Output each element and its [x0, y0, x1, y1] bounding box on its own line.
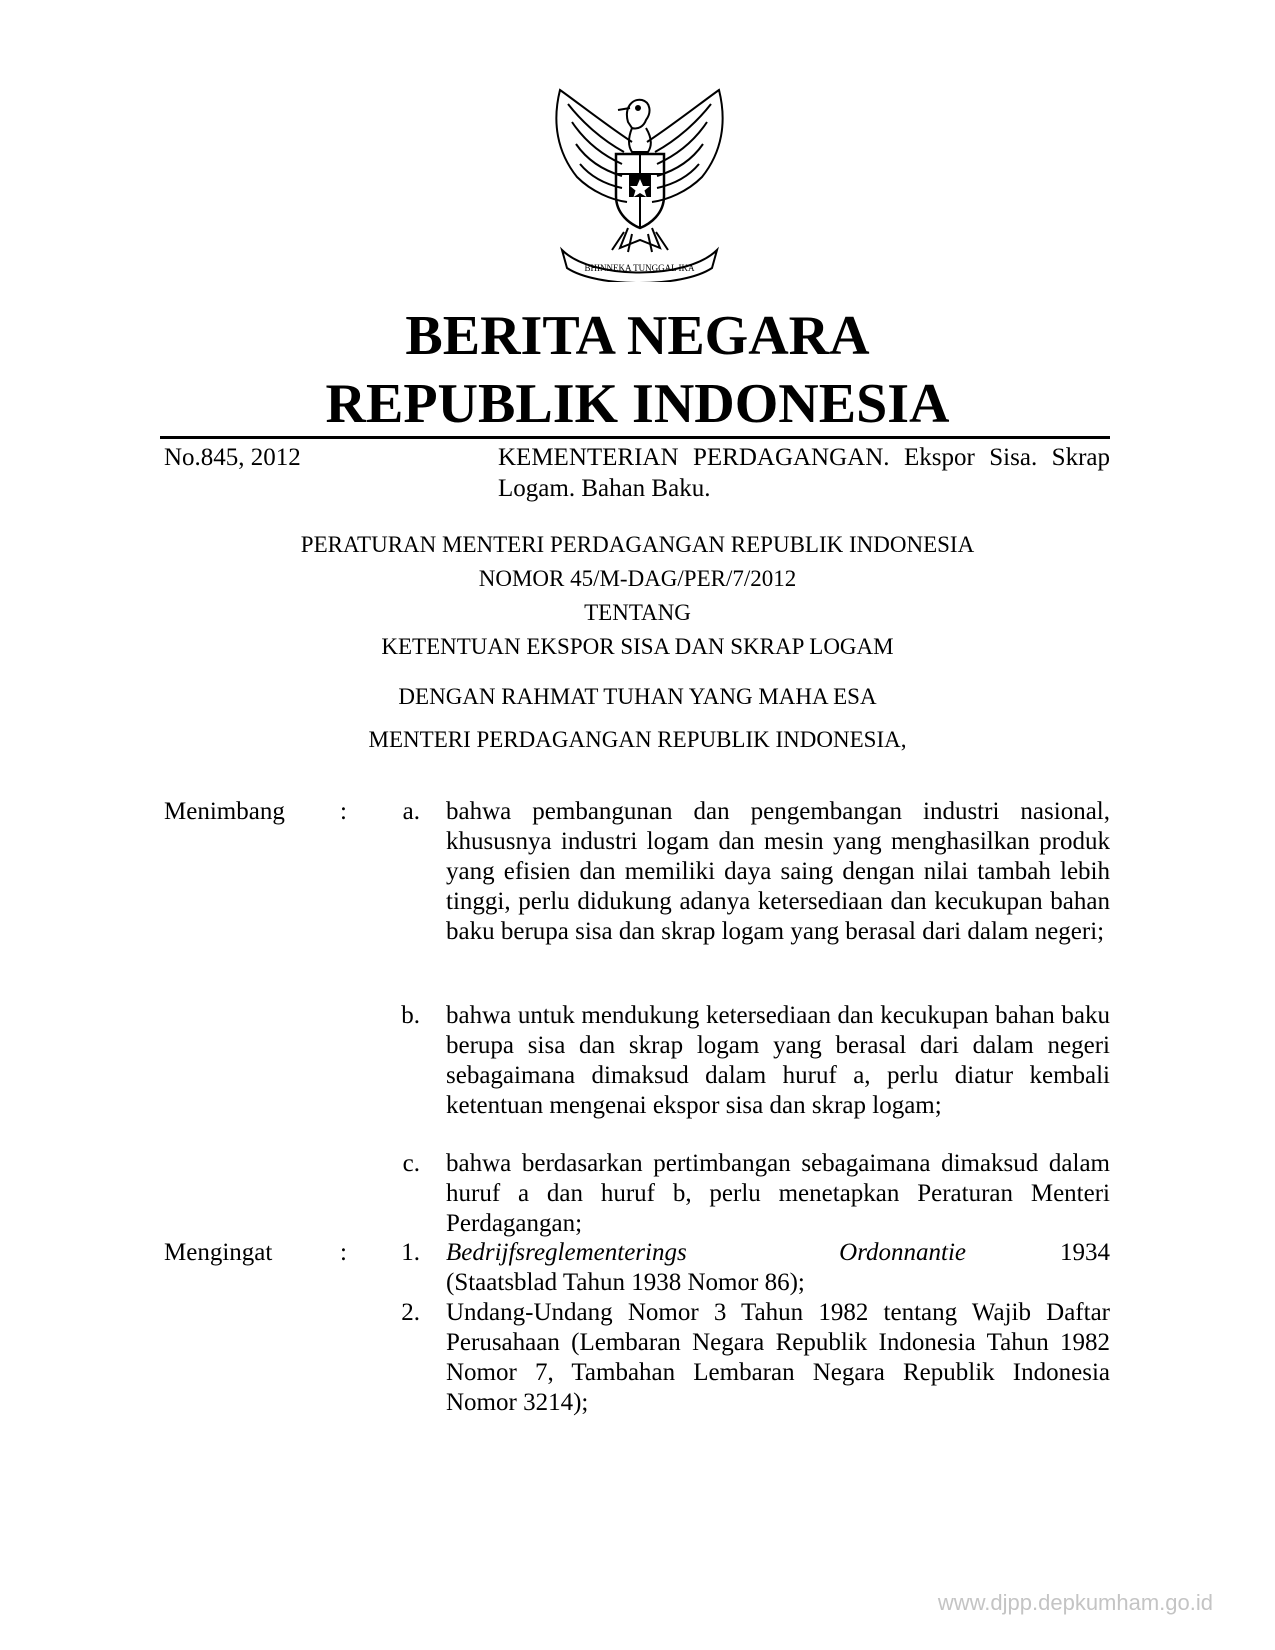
- menimbang-item-c: bahwa berdasarkan pertimbangan sebagaimana dimaksud dalam huruf a dan huruf b, perlu menetapkan Peraturan Menteri Perdagangan;: [446, 1150, 1110, 1237]
- mengingat-colon: :: [340, 1239, 347, 1266]
- menimbang-label: Menimbang: [164, 798, 285, 825]
- issuer: MENTERI PERDAGANGAN REPUBLIK INDONESIA,: [368, 727, 907, 752]
- watermark: www.djpp.depkumham.go.id: [937, 1590, 1213, 1615]
- menimbang-colon: :: [340, 798, 347, 825]
- gazette-number: No.845, 2012: [164, 444, 301, 471]
- regulation-subject: KETENTUAN EKSPOR SISA DAN SKRAP LOGAM: [381, 634, 894, 659]
- menimbang-item-b: bahwa untuk mendukung ketersediaan dan kecukupan bahan baku berupa sisa dan skrap logam yang berasal dari dalam negeri sebagaimana dimaksud dalam huruf a, perlu diatur kembali ketentuan mengenai ekspor sisa dan skrap logam;: [446, 1002, 1110, 1119]
- mengingat-marker-2: 2.: [401, 1299, 420, 1326]
- mengingat-item-1-year: 1934: [1060, 1239, 1110, 1266]
- menimbang-marker-b: b.: [401, 1002, 420, 1029]
- regulation-title: PERATURAN MENTERI PERDAGANGAN REPUBLIK INDONESIA: [300, 532, 975, 557]
- header-divider: [160, 436, 1110, 439]
- menimbang-marker-c: c.: [402, 1150, 420, 1177]
- mengingat-label: Mengingat: [164, 1239, 273, 1266]
- invocation: DENGAN RAHMAT TUHAN YANG MAHA ESA: [398, 684, 877, 709]
- mengingat-item-1: [446, 1238, 1110, 1298]
- gazette-title-line1: BERITA NEGARA: [405, 305, 870, 367]
- menimbang-item-a: bahwa pembangunan dan pengembangan industri nasional, khususnya industri logam dan mesin yang menghasilkan produk yang efisien dan memiliki daya saing dengan nilai tambah lebih tinggi, perlu didukung adanya ketersediaan dan kecukupan bahan baku berupa sisa dan skrap logam yang berasal dari dalam negeri;: [446, 798, 1110, 945]
- gazette-subject: KEMENTERIAN PERDAGANGAN. Ekspor Sisa. Skrap Logam. Bahan Baku.: [498, 444, 1110, 502]
- gazette-title-line2: REPUBLIK INDONESIA: [325, 373, 950, 435]
- mengingat-item-1-rest: (Staatsblad Tahun 1938 Nomor 86);: [446, 1269, 805, 1296]
- mengingat-item-2: Undang-Undang Nomor 3 Tahun 1982 tentang Wajib Daftar Perusahaan (Lembaran Negara Republik Indonesia Tahun 1982 Nomor 7, Tambahan Lembaran Negara Republik Indonesia Nomor 3214);: [446, 1299, 1110, 1416]
- mengingat-marker-1: 1.: [401, 1239, 420, 1266]
- garuda-pancasila-emblem-icon: [532, 82, 747, 282]
- mengingat-item-1-italic: Bedrijfsreglementerings Ordonnantie: [446, 1239, 966, 1266]
- regulation-number: NOMOR 45/M-DAG/PER/7/2012: [478, 566, 797, 591]
- emblem-motto: BHINNEKA TUNGGAL IKA: [584, 263, 695, 273]
- menimbang-marker-a: a.: [402, 798, 420, 825]
- regulation-tentang: TENTANG: [584, 600, 691, 625]
